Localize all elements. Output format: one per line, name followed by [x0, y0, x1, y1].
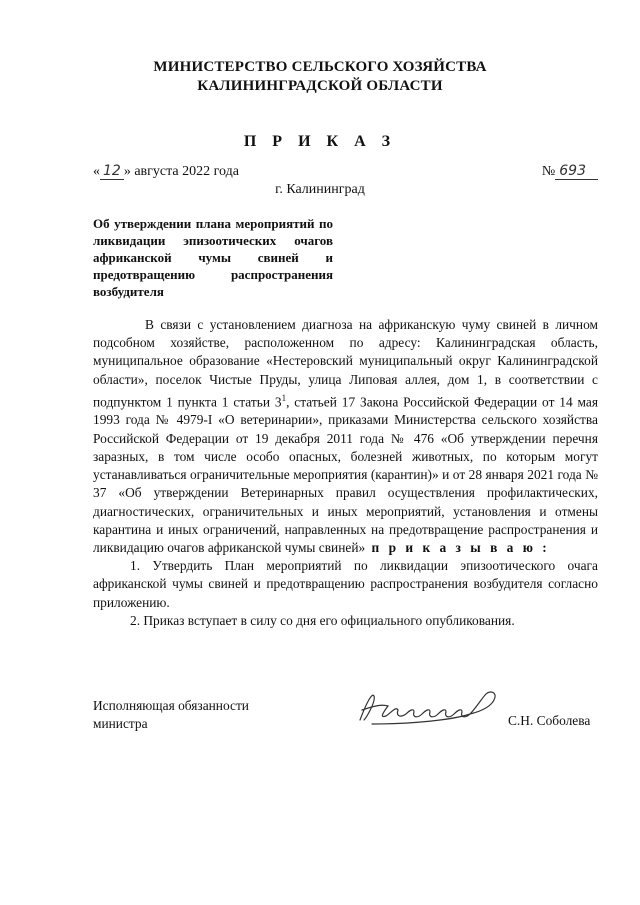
preamble-paragraph: В связи с установлением диагноза на африканскую чуму свиней в личном подсобном хозяйстве, расположенном по адресу: Калининградская область, муниципальное образование «Нестеровский муниципальный округ Калининградской области», поселок Чистые Пруды, улица Липовая аллея, дом 1, в соответствии с подпунктом 1 пункта 1 статьи $3^1$, статьей 17 Закона Российской Федерации от 14 мая 1993 года № 4979-I «О ветеринарии», приказами Министерства сельского хозяйства Российской Федерации от 19 декабря 2011 года № 476 «Об утверждении перечня заразных, в том числе особо опасных, болезней животных, по которым могут устанавливаться ограничительные мероприятия (карантин)» и от 28 января 2021 года № 37 «Об утверждении Ветеринарных правил осуществления профилактических, диагностических, ограничительных и иных мероприятий, установления и отмены карантина и иных ограничений, направленных на предотвращение распространения и ликвидацию очагов африканской чумы свиней» п р и к а з ы в а ю : [93, 317, 598, 555]
order-item-2: 2. Приказ вступает в силу со дня его официального опубликования. [130, 612, 515, 628]
signatory-name: С.Н. Соболева [508, 713, 591, 728]
document-type: П Р И К А З [243, 133, 397, 150]
order-item-1: 1. Утвердить План мероприятий по ликвидации эпизоотического очага африканской чумы свиней и предотвращению распространения возбудителя согласно приложению. [93, 558, 598, 610]
handwritten-number: 693 [555, 163, 598, 180]
order-word: п р и к а з ы в а ю : [365, 539, 550, 555]
order-subject: Об утверждении плана мероприятий по ликвидации эпизоотических очагов африканской чумы свиней и предотвращению распространения возбудителя [93, 216, 333, 299]
order-body [93, 316, 598, 630]
date-line [93, 163, 598, 183]
handwritten-day: 12 [100, 163, 124, 180]
document-date: « 12 » августа 2022 года [93, 163, 239, 179]
document-number: № 693 [542, 163, 598, 180]
signatory-position: Исполняющая обязанности министра [93, 698, 249, 731]
ministry-header [0, 58, 640, 96]
header-line-2: КАЛИНИНГРАДСКОЙ ОБЛАСТИ [197, 78, 443, 94]
city: г. Калининград [275, 182, 365, 197]
handwritten-signature [352, 684, 502, 730]
header-line-1: МИНИСТЕРСТВО СЕЛЬСКОГО ХОЗЯЙСТВА [153, 59, 487, 75]
